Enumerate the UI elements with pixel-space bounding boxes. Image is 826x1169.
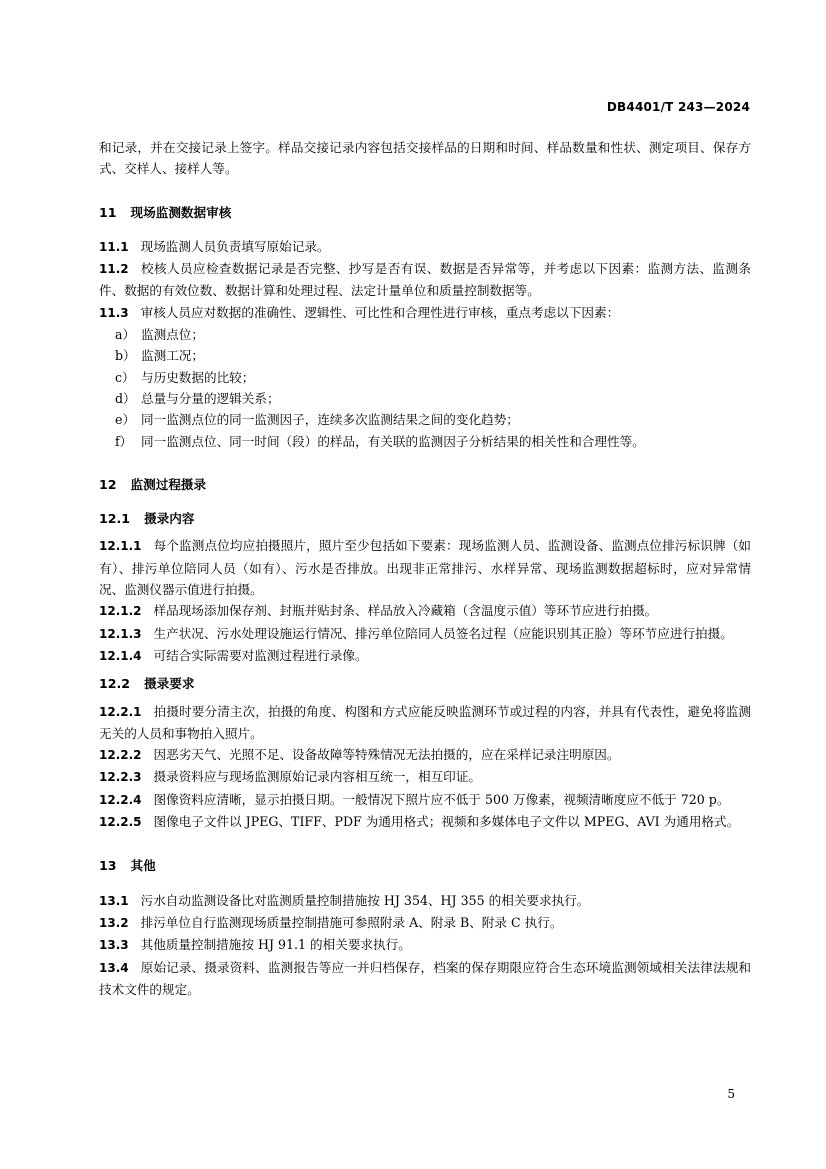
section-number: 13	[99, 858, 117, 874]
section-title: 监测过程摄录	[130, 476, 207, 492]
clause-text: 校核人员应检查数据记录是否完整、抄写是否有误、数据是否异常等，并考虑以下因素：监测方法、监测条件、数据的有效位数、数据计算和处理过程、法定计量单位和质量控制数据等。	[99, 261, 751, 299]
subsection-number: 12.1	[99, 511, 131, 527]
list-text: 与历史数据的比较；	[141, 369, 255, 385]
intro-paragraph: 和记录，并在交接记录上签字。样品交接记录内容包括交接样品的日期和时间、样品数量和性状、测定项目、保存方式、交样人、接样人等。	[99, 140, 751, 177]
list-marker: c）	[115, 369, 135, 385]
list-item	[99, 409, 751, 430]
subsection-title: 摄录内容	[144, 511, 195, 527]
section-11-heading	[99, 202, 751, 223]
clause-13-3	[99, 934, 751, 956]
list-item	[99, 431, 751, 452]
clause-12-1-2	[99, 600, 751, 622]
clause-text: 图像资料应清晰，显示拍摄日期。一般情况下照片应不低于 500 万像素，视频清晰度应不低于 720 p。	[153, 791, 730, 807]
clause-12-2-5	[99, 811, 751, 833]
clause-number: 11.2	[99, 262, 129, 277]
clause-text: 可结合实际需要对监测过程进行录像。	[153, 647, 368, 663]
section-number: 11	[99, 204, 117, 220]
clause-text: 原始记录、摄录资料、监测报告等应一并归档保存，档案的保存期限应符合生态环境监测领域相关法律法规和技术文件的规定。	[99, 959, 751, 997]
clause-number: 12.2.3	[99, 770, 142, 785]
clause-number: 13.1	[99, 893, 129, 908]
list-item	[99, 388, 751, 409]
clause-number: 12.1.3	[99, 626, 142, 641]
clause-12-1-4	[99, 645, 751, 667]
clause-12-1-1	[99, 535, 751, 600]
clause-12-2-2	[99, 744, 751, 766]
section-12-heading	[99, 474, 751, 495]
factor-list	[99, 324, 751, 452]
list-text: 同一监测点位、同一时间（段）的样品，有关联的监测因子分析结果的相关性和合理性等。	[141, 433, 645, 449]
clause-text: 其他质量控制措施按 HJ 91.1 的相关要求执行。	[140, 937, 411, 953]
clause-number: 11.1	[99, 239, 129, 254]
subsection-12-1-heading	[99, 508, 751, 529]
clause-13-1	[99, 890, 751, 912]
clause-text: 排污单位自行监测现场质量控制措施可参照附录 A、附录 B、附录 C 执行。	[140, 914, 563, 930]
clause-number: 12.2.1	[99, 704, 142, 719]
clause-number: 12.1.2	[99, 604, 142, 619]
list-marker: f）	[115, 433, 133, 449]
clause-11-1	[99, 236, 751, 258]
clause-number: 12.2.4	[99, 792, 142, 807]
clause-12-1-3	[99, 623, 751, 645]
clause-number: 12.1.4	[99, 648, 142, 663]
section-number: 12	[99, 476, 117, 492]
clause-text: 摄录资料应与现场监测原始记录内容相互统一，相互印证。	[153, 769, 481, 785]
clause-text: 每个监测点位均应拍摄照片，照片至少包括如下要素：现场监测人员、监测设备、监测点位排污标识牌（如有）、排污单位陪同人员（如有）、污水是否排放。出现非正常排污、水样异常、现场监测数据超标时，应对异常情况、监测仪器示值进行拍摄。	[99, 538, 751, 598]
clause-number: 12.2.2	[99, 748, 142, 763]
section-13-heading	[99, 855, 751, 876]
clause-13-4	[99, 957, 751, 1001]
clause-text: 审核人员应对数据的准确性、逻辑性、可比性和合理性进行审核，重点考虑以下因素：	[140, 304, 620, 320]
clause-text: 现场监测人员负责填写原始记录。	[140, 238, 330, 254]
clause-11-2	[99, 258, 751, 302]
list-item	[99, 345, 751, 366]
list-text: 监测工况；	[141, 348, 204, 364]
list-marker: b）	[115, 348, 136, 364]
list-item	[99, 324, 751, 345]
clause-12-2-4	[99, 789, 751, 811]
clause-number: 13.2	[99, 915, 129, 930]
list-marker: a）	[115, 327, 136, 343]
page-number: 5	[727, 1087, 735, 1101]
clause-text: 样品现场添加保存剂、封瓶并贴封条、样品放入冷藏箱（含温度示值）等环节应进行拍摄。	[153, 603, 658, 619]
subsection-title: 摄录要求	[144, 676, 195, 692]
subsection-12-2-heading	[99, 673, 751, 694]
list-text: 同一监测点位的同一监测因子，连续多次监测结果之间的变化趋势；	[141, 412, 519, 428]
clause-text: 图像电子文件以 JPEG、TIFF、PDF 为通用格式；视频和多媒体电子文件以 MPEG、AVI 为通用格式。	[153, 814, 740, 830]
list-marker: d）	[115, 390, 136, 406]
section-title: 现场监测数据审核	[130, 204, 232, 220]
clause-number: 12.1.1	[99, 539, 142, 554]
clause-13-2	[99, 912, 751, 934]
clause-text: 因恶劣天气、光照不足、设备故障等特殊情况无法拍摄的，应在采样记录注明原因。	[153, 747, 620, 763]
clause-12-2-1	[99, 701, 751, 745]
page-body	[99, 137, 751, 1000]
document-code: DB4401/T 243—2024	[606, 100, 750, 114]
clause-number: 12.2.5	[99, 815, 142, 830]
clause-text: 生产状况、污水处理设施运行情况、排污单位陪同人员签名过程（应能识别其正脸）等环节应进行拍摄。	[153, 625, 733, 641]
clause-12-2-3	[99, 766, 751, 788]
section-title: 其他	[130, 858, 156, 874]
list-item	[99, 367, 751, 388]
clause-number: 13.4	[99, 960, 129, 975]
clause-11-3	[99, 302, 751, 324]
clause-number: 13.3	[99, 938, 129, 953]
clause-text: 拍摄时要分清主次，拍摄的角度、构图和方式应能反映监测环节或过程的内容，并具有代表性，避免将监测无关的人员和事物拍入照片。	[99, 703, 751, 741]
clause-number: 11.3	[99, 305, 129, 320]
list-marker: e）	[115, 412, 136, 428]
clause-text: 污水自动监测设备比对监测质量控制措施按 HJ 354、HJ 355 的相关要求执行。	[140, 892, 590, 908]
list-text: 总量与分量的逻辑关系；	[141, 390, 280, 406]
list-text: 监测点位；	[141, 327, 204, 343]
subsection-number: 12.2	[99, 676, 131, 692]
